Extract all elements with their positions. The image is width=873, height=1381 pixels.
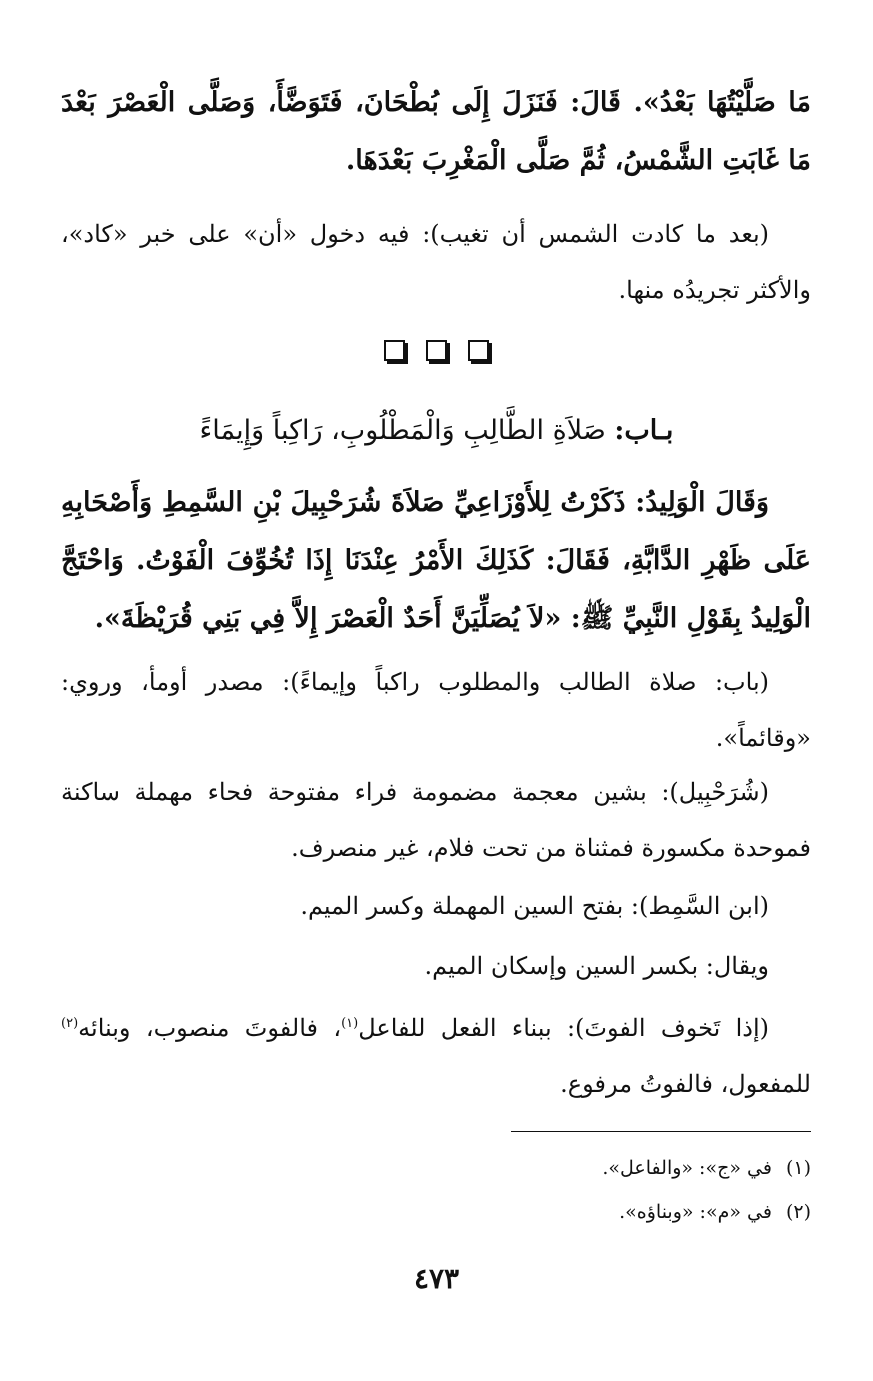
commentary-fawt: [61, 996, 811, 1112]
section-separator: [0, 340, 873, 365]
square-ornament-icon: [468, 340, 489, 361]
commentary-chapter: (باب: صلاة الطالب والمطلوب راكباً وإيماءً): مصدر أومأ، وروي: «وقائماً».: [61, 668, 811, 752]
hadith-paragraph-top: مَا صَلَّيْتُهَا بَعْدُ». قَالَ: فَنَزَلَ إِلَى بُطْحَانَ، فَتَوَضَّأَ، وَصَلَّى الْعَصْرَ بَعْدَ مَا غَابَتِ الشَّمْسُ، ثُمَّ صَلَّى الْمَغْرِبَ بَعْدَهَا.: [61, 87, 811, 176]
footnotes: [61, 1146, 811, 1234]
square-ornament-icon: [384, 340, 405, 361]
hadith-paragraph-walid: وَقَالَ الْوَلِيدُ: ذَكَرْتُ لِلأَوْزَاعِيِّ صَلاَةَ شُرَحْبِيلَ بْنِ السَّمِطِ وَأَصْحَابِهِ عَلَى ظَهْرِ الدَّابَّةِ، فَقَالَ: كَذَلِكَ الأَمْرُ عِنْدَنَا إِذَا تُخُوِّفَ الْفَوْتُ. وَاحْتَجَّ الْوَلِيدُ بِقَوْلِ النَّبِيِّ ﷺ: «لاَ يُصَلِّيَنَّ أَحَدٌ الْعَصْرَ إِلاَّ فِي بَنِي قُرَيْظَةَ».: [61, 487, 811, 634]
footnote-number: (١): [785, 1157, 811, 1179]
square-ornament-icon: [426, 340, 447, 361]
commentary-fawt-part1: (إذا تَخوف الفوتَ): ببناء الفعل للفاعل: [358, 1014, 769, 1042]
footnote-ref-2: (٢): [61, 1016, 79, 1031]
page-number: ٤٧٣: [413, 1262, 460, 1295]
footnote-text: في «م»: «وبناؤه».: [619, 1201, 772, 1223]
footnote-divider: [511, 1131, 811, 1132]
commentary-fawt-part2: ، فالفوتَ منصوب، وبنائه: [78, 1014, 342, 1042]
commentary-shurahbil: (شُرَحْبِيل): بشين معجمة مضمومة فراء مفتوحة فحاء مهملة ساكنة فموحدة مكسورة فمثناة من تحت فلام، غير منصرف.: [61, 778, 811, 862]
footnote-number: (٢): [785, 1201, 811, 1223]
commentary-fawt-part3: للمفعول، فالفوتُ مرفوع.: [560, 1070, 811, 1098]
footnote-item: [61, 1146, 811, 1190]
commentary-kada: (بعد ما كادت الشمس أن تغيب): فيه دخول «أن» على خبر «كاد»، والأكثر تجريدُه منها.: [61, 220, 811, 304]
footnote-ref-1: (١): [341, 1016, 359, 1031]
commentary-alternative: ويقال: بكسر السين وإسكان الميم.: [424, 952, 769, 980]
commentary-ibn-samit: (ابن السَّمِط): بفتح السين المهملة وكسر الميم.: [300, 892, 769, 920]
footnote-text: في «ج»: «والفاعل».: [602, 1157, 772, 1179]
chapter-prefix: بـاب:: [614, 415, 674, 446]
chapter-title: صَلاَةِ الطَّالِبِ وَالْمَطْلُوبِ، رَاكِباً وَإِيمَاءً: [199, 415, 606, 446]
footnote-item: [61, 1190, 811, 1234]
chapter-heading: [0, 402, 873, 460]
